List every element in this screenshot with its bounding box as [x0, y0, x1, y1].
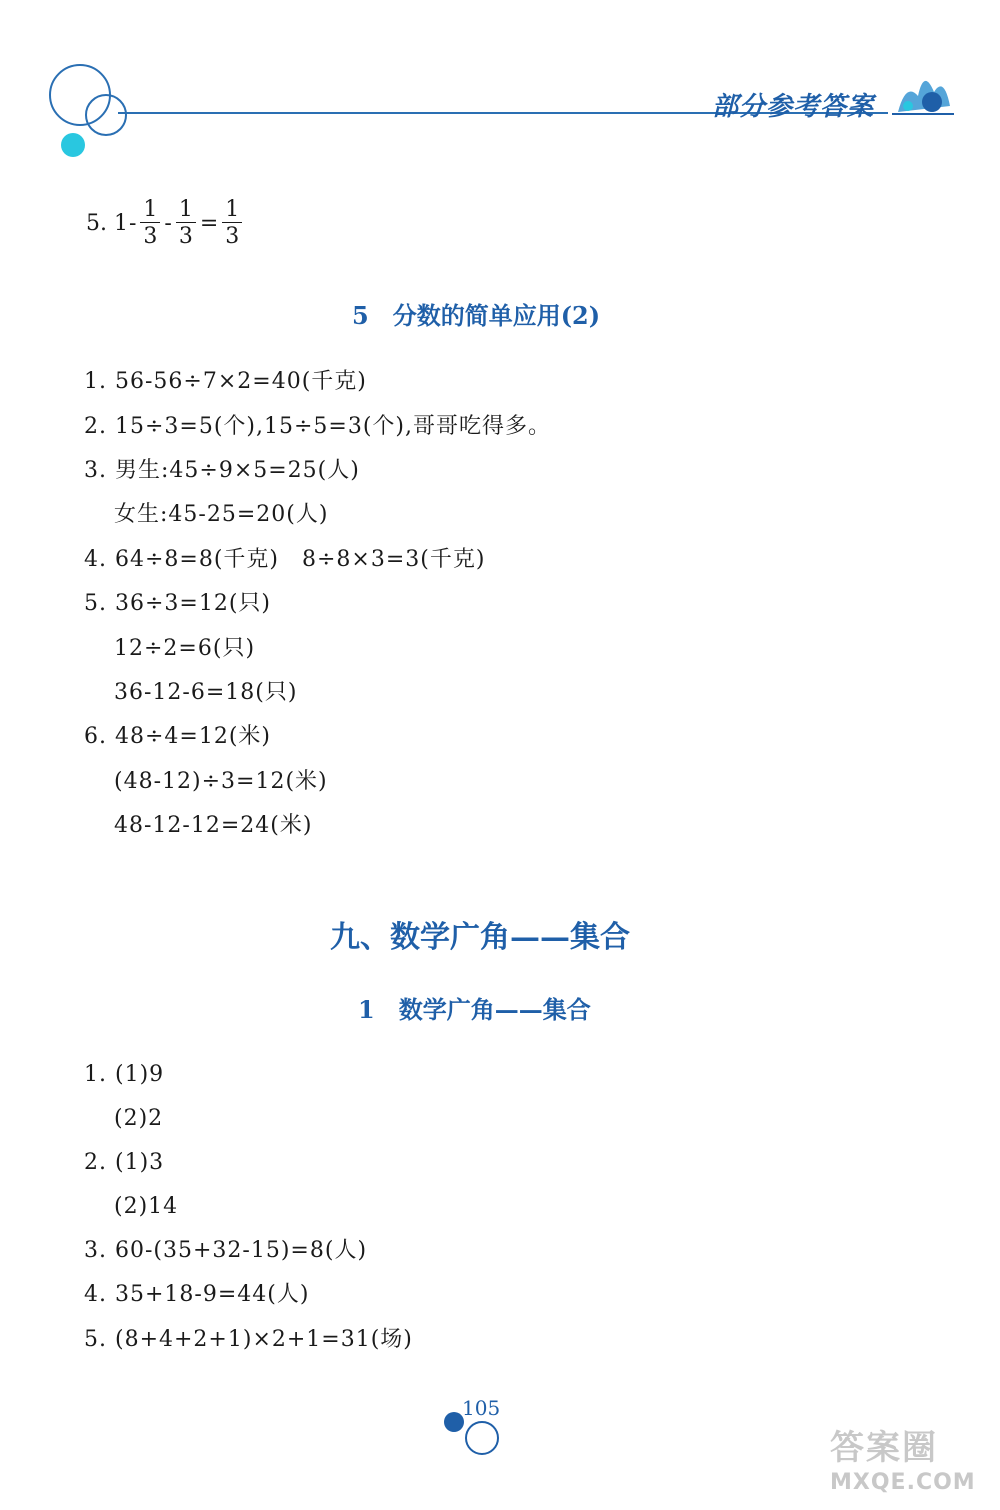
watermark	[830, 1420, 980, 1500]
answer-line: 3. 60-(35+32-15)=8(人)	[84, 1238, 368, 1263]
answer-line: 6. 48÷4=12(米)	[84, 724, 272, 749]
fraction	[176, 198, 196, 249]
answer-line: 女生:45-25=20(人)	[114, 502, 329, 527]
equals-sign: =	[199, 210, 219, 236]
answer-line: 3. 男生:45÷9×5=25(人)	[84, 458, 360, 483]
answer-line: 48-12-12=24(米)	[114, 813, 313, 838]
denominator: 3	[225, 223, 240, 249]
answer-line: 5. 36÷3=12(只)	[84, 591, 272, 616]
watermark-top: 答案圈	[830, 1428, 938, 1468]
header-circles-decoration	[40, 55, 140, 165]
answer-line: (2)14	[114, 1194, 179, 1219]
answer-line: 2. 15÷3=5(个),15÷5=3(个),哥哥吃得多。	[84, 414, 552, 439]
minus-sign: -	[128, 210, 137, 236]
header-splash-icon	[888, 62, 958, 122]
section-heading: 5 分数的简单应用(2)	[352, 301, 601, 330]
answer-line: 5. (8+4+2+1)×2+1=31(场)	[84, 1327, 413, 1352]
answer-line: 1. 56-56÷7×2=40(千克)	[84, 369, 367, 394]
answer-line: 2. (1)3	[84, 1150, 165, 1175]
answer-line: 1. (1)9	[84, 1062, 165, 1087]
section-heading: 1 数学广角——集合	[358, 995, 591, 1024]
chapter-title: 九、数学广角——集合	[330, 920, 630, 955]
minus-sign: -	[164, 210, 172, 236]
numerator: 1	[222, 198, 242, 223]
denominator: 3	[143, 223, 158, 249]
fraction	[222, 198, 242, 249]
numerator: 1	[140, 198, 160, 223]
answer-line: 4. 35+18-9=44(人)	[84, 1282, 310, 1307]
page-number: 105	[462, 1396, 501, 1420]
answer-line: (2)2	[114, 1106, 164, 1131]
fraction	[140, 198, 160, 249]
answer-line: 4. 64÷8=8(千克) 8÷8×3=3(千克)	[84, 547, 486, 572]
denominator: 3	[178, 223, 193, 249]
numerator: 1	[176, 198, 196, 223]
header-title: 部分参考答案	[712, 92, 875, 122]
answer-line: 12÷2=6(只)	[114, 636, 256, 661]
fraction-equation	[86, 188, 245, 258]
watermark-bottom: MXQE.COM	[830, 1470, 976, 1495]
fraction-prefix: 5. 1	[86, 210, 128, 236]
answer-line: 36-12-6=18(只)	[114, 680, 298, 705]
answer-line: (48-12)÷3=12(米)	[114, 769, 328, 794]
